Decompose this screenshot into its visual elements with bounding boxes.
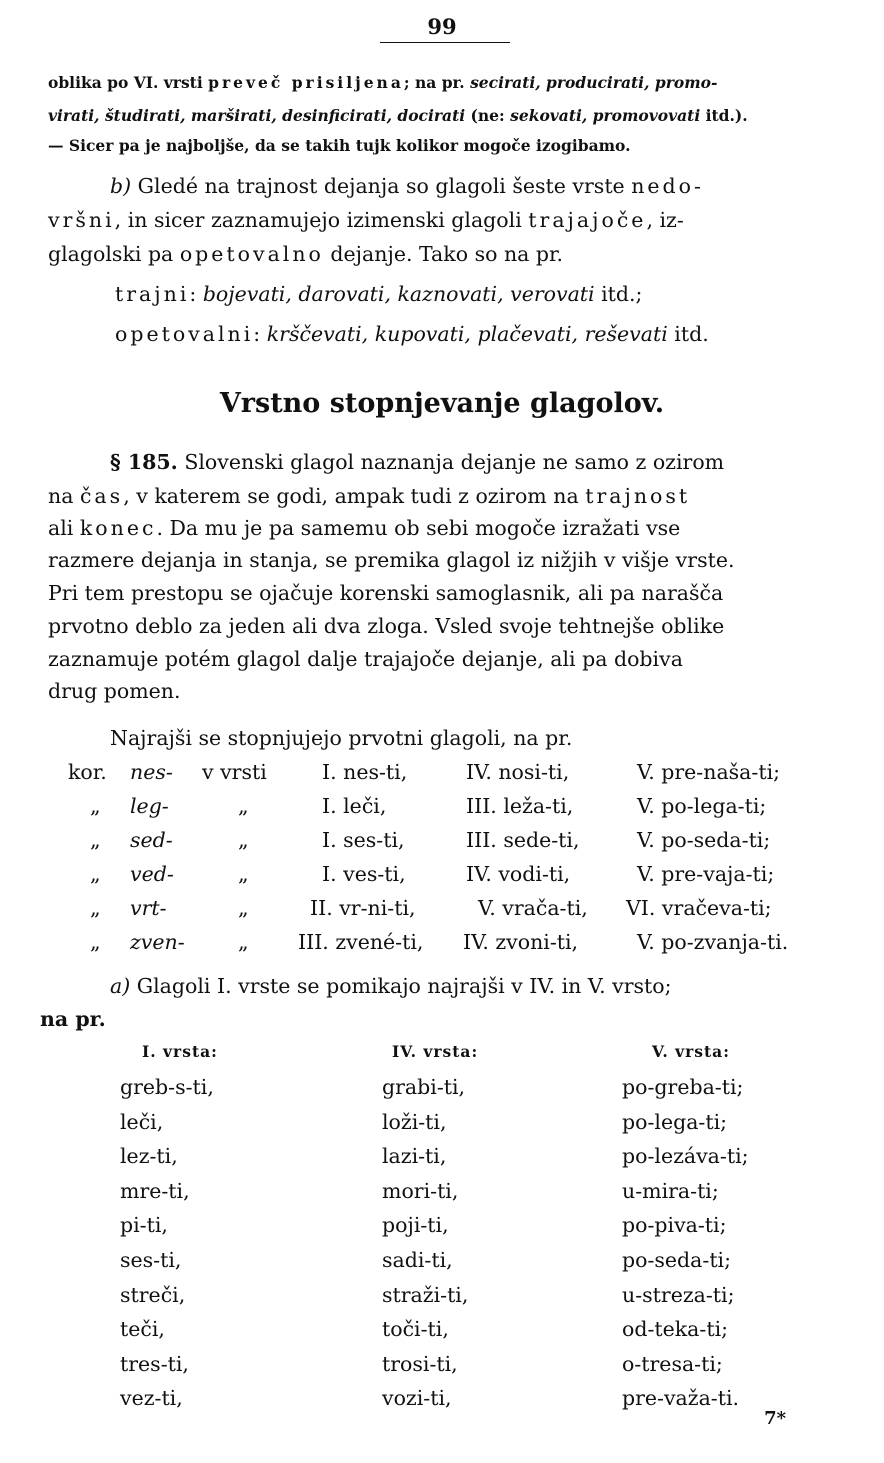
table-row: „ sed- „ I. ses-ti, III. sede-ti, V. po-seda-ti;: [90, 828, 771, 852]
section-line-7: zaznamuje potém glagol dalje trajajoče dejanje, ali pa dobiva: [48, 647, 683, 671]
top-paragraph-line-1: oblika po VI. vrsti preveč prisiljena; na pr. secirati, producirati, promo-: [48, 73, 718, 92]
trajni-line: trajni: bojevati, darovati, kaznovati, verovati itd.;: [115, 282, 643, 306]
table-row: „ zven- „ III. zvené-ti, IV. zvoni-ti, V. po-zvanja-ti.: [90, 930, 789, 954]
header-rule: [380, 42, 510, 43]
section-heading: Vrstno stopnjevanje glagolov.: [219, 388, 665, 419]
list-item: grabi-ti,: [382, 1075, 466, 1099]
list-item: o-tresa-ti;: [622, 1351, 723, 1376]
list-item: lazi-ti,: [382, 1144, 447, 1169]
list-item: po-greba-ti;: [622, 1075, 744, 1099]
para-b-line-2: vršni, in sicer zaznamujejo izimenski glagoli trajajoče, iz-: [48, 208, 684, 232]
list-item: pre-važa-ti.: [622, 1386, 740, 1411]
column-header-3: V. vrsta:: [652, 1042, 730, 1061]
list-item: pi-ti,: [120, 1213, 168, 1238]
column-i-vrsta: [120, 1070, 214, 1416]
page-number: 99: [427, 14, 457, 39]
list-item: mre-ti,: [120, 1178, 190, 1203]
para-a-line-2: na pr.: [40, 1007, 106, 1031]
section-line-5: Pri tem prestopu se ojačuje korenski samoglasnik, ali pa narašča: [48, 581, 724, 605]
list-item: toči-ti,: [382, 1317, 449, 1342]
list-item: po-piva-ti;: [622, 1213, 727, 1238]
list-item: u-mira-ti;: [622, 1178, 719, 1203]
list-item: od-teka-ti;: [622, 1317, 729, 1342]
list-item: loži-ti,: [382, 1109, 447, 1134]
para-b-line-3: glagolski pa opetovalno dejanje. Tako so na pr.: [48, 242, 564, 266]
list-item: u-streza-ti;: [622, 1282, 735, 1307]
list-item: poji-ti,: [382, 1213, 449, 1238]
section-line-9: Najrajši se stopnjujejo prvotni glagoli, na pr.: [110, 726, 573, 750]
column-iv-vrsta: [382, 1070, 468, 1416]
table-row: „ leg- „ I. leči, III. leža-ti, V. po-lega-ti;: [90, 794, 767, 818]
table-row: kor. nes- v vrsti I. nes-ti, IV. nosi-ti, V. pre-naša-ti;: [68, 760, 781, 784]
section-line-4: razmere dejanja in stanja, se premika glagol iz nižjih v višje vrste.: [48, 548, 735, 572]
list-item: leči,: [120, 1109, 164, 1134]
section-line-8: drug pomen.: [48, 679, 181, 703]
list-item: ses-ti,: [120, 1247, 182, 1272]
column-header-1: I. vrsta:: [142, 1042, 218, 1061]
table-row: „ ved- „ I. ves-ti, IV. vodi-ti, V. pre-vaja-ti;: [90, 862, 775, 886]
section-line-2: na čas, v katerem se godi, ampak tudi z ozirom na trajnost: [48, 484, 691, 508]
list-item: po-lezáva-ti;: [622, 1144, 749, 1169]
para-b-line-1: b) Gledé na trajnost dejanja so glagoli šeste vrste nedo-: [110, 174, 704, 198]
list-item: teči,: [120, 1317, 165, 1342]
top-paragraph-line-3: — Sicer pa je najboljše, da se takih tujk kolikor mogoče izogibamo.: [48, 136, 631, 155]
section-line-1: § 185. Slovenski glagol naznanja dejanje ne samo z ozirom: [110, 450, 725, 474]
table-row: „ vrt- „ II. vr-ni-ti, V. vrača-ti, VI. vračeva-ti;: [90, 896, 772, 920]
list-item: straži-ti,: [382, 1282, 469, 1307]
list-item: greb-s-ti,: [120, 1075, 214, 1099]
section-line-3: ali konec. Da mu je pa samemu ob sebi mogoče izražati vse: [48, 516, 681, 540]
list-item: po-seda-ti;: [622, 1247, 732, 1272]
list-item: lez-ti,: [120, 1144, 178, 1169]
list-item: vozi-ti,: [382, 1386, 452, 1411]
section-line-6: prvotno deblo za jeden ali dva zloga. Vsled svoje tehtnejše oblike: [48, 614, 725, 638]
list-item: trosi-ti,: [382, 1351, 458, 1376]
para-a-line-1: a) Glagoli I. vrste se pomikajo najrajši v IV. in V. vrsto;: [110, 974, 672, 998]
top-paragraph-line-2: virati, študirati, marširati, desinficirati, docirati (ne: sekovati, promovovati itd.).: [48, 106, 748, 125]
signature-mark: 7*: [764, 1408, 786, 1429]
opetovalni-line: opetovalni: krščevati, kupovati, plačevati, reševati itd.: [115, 322, 709, 346]
column-header-2: IV. vrsta:: [392, 1042, 479, 1061]
column-v-vrsta: [622, 1070, 749, 1416]
list-item: mori-ti,: [382, 1178, 459, 1203]
list-item: tres-ti,: [120, 1351, 189, 1376]
list-item: po-lega-ti;: [622, 1109, 728, 1134]
list-item: sadi-ti,: [382, 1247, 453, 1272]
list-item: streči,: [120, 1282, 186, 1307]
list-item: vez-ti,: [120, 1386, 183, 1411]
